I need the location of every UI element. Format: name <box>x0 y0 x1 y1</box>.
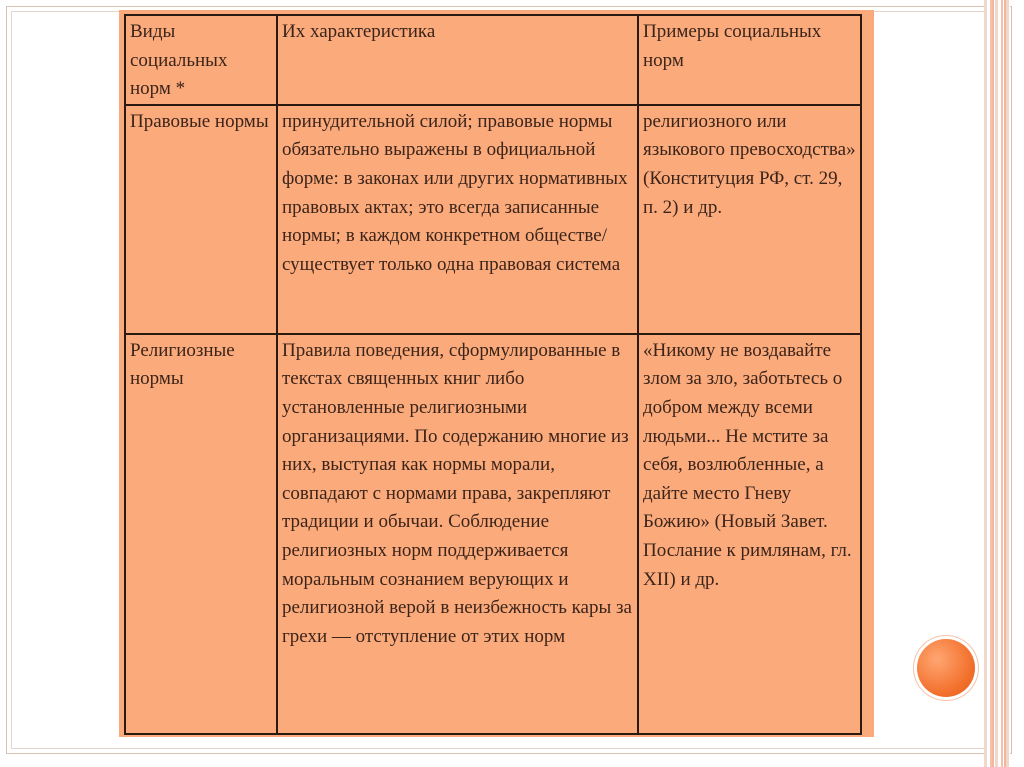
cell-example-legal <box>638 105 861 334</box>
header-characteristic-text: Их характеристика <box>282 21 436 42</box>
religious-characteristic-text: Правила поведения, сформулированные в текстах священных книг либо установленные религиозными организациями. По содержанию многие из них, выступая как нормы морали, совпадают с нормами права, закрепляют традиции и обычаи. Соблюдение религиозных норм поддерживается моральным сознанием верующих и религиозной верой в неизбежность кары за грехи — отступление от этих норм <box>282 339 632 647</box>
religious-example-text: «Никому не воздавайте злом за зло, заботьтесь о добром между всеми людьми... Не мстите за себя, возлюбленные, а дайте место Гневу Божию» (Новый Завет. Послание к римлянам, гл. XII) и др. <box>643 339 852 590</box>
decorative-stripe-line <box>1004 0 1006 767</box>
header-cell-characteristic <box>277 15 638 105</box>
header-types-text: Виды социальных норм * <box>130 21 228 100</box>
table-row <box>125 105 861 334</box>
header-examples-text: Примеры социальных норм <box>643 21 822 71</box>
legal-example-text: религиозного или языкового превосходства» (Конституция РФ, ст. 29, п. 2) и др. <box>643 110 856 218</box>
legal-characteristic-text: принудительной силой; правовые нормы обязательно выражены в официальной форме: в законах или других нормативных правовых актах; это всегда записанные нормы; в каждом конкретном обществе/существует только одна правовая система <box>282 110 628 275</box>
cell-example-religious <box>638 334 861 734</box>
table-row <box>125 334 861 734</box>
table-header-row <box>125 15 861 105</box>
cell-type-religious <box>125 334 277 734</box>
cell-characteristic-legal <box>277 105 638 334</box>
decorative-stripes <box>984 0 1010 767</box>
cell-type-legal <box>125 105 277 334</box>
header-cell-types <box>125 15 277 105</box>
header-cell-examples <box>638 15 861 105</box>
social-norms-table <box>124 14 862 735</box>
cell-characteristic-religious <box>277 334 638 734</box>
decorative-circle <box>917 639 975 697</box>
legal-type-text: Правовые нормы <box>130 110 269 132</box>
religious-type-text: Религиозные нормы <box>130 339 235 390</box>
decorative-stripe-line <box>992 0 994 767</box>
